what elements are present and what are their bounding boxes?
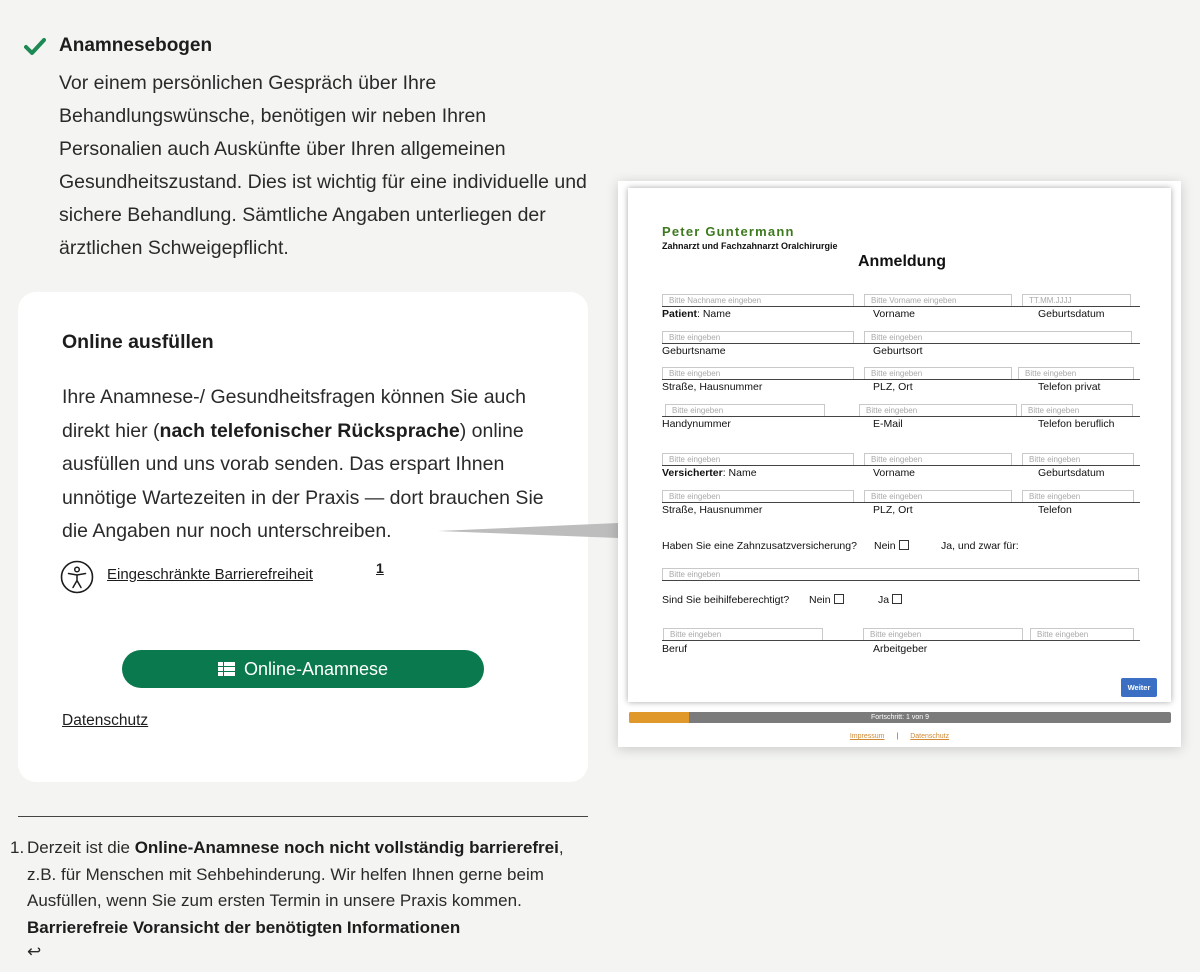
card-text-bold: nach telefonischer Rücksprache <box>159 419 460 442</box>
checkbox[interactable] <box>899 540 909 550</box>
versicherter-name-field[interactable]: Bitte eingeben <box>662 453 854 466</box>
handy-field[interactable]: Bitte eingeben <box>665 404 825 417</box>
form-heading: Anmeldung <box>858 253 946 270</box>
table-icon <box>218 662 235 676</box>
intro-text: Vor einem persönlichen Gespräch über Ihre Behandlungswünsche, benötigen wir neben Ihren Personalien auch Auskünfte über Ihren allgemeinen Gesundheitszustand. Dies ist wichtig für eine individuelle und sichere Behandlung. Sämtliche Angaben unterliegen der ärztlichen Schweigepflicht. <box>59 72 587 259</box>
accessibility-link[interactable]: Eingeschränkte Barrierefreiheit <box>107 566 313 583</box>
telefon-privat-field[interactable]: Bitte eingeben <box>1018 367 1134 380</box>
progress-bar <box>629 712 1171 723</box>
label-strasse-2: Straße, Hausnummer <box>662 504 763 516</box>
checkbox[interactable] <box>834 594 844 604</box>
footnote-ref-link[interactable]: 1 <box>376 560 384 576</box>
doctor-name: Peter Guntermann <box>662 224 795 239</box>
versicherter-telefon-field[interactable]: Bitte eingeben <box>1022 490 1134 503</box>
online-anamnese-button[interactable] <box>122 650 484 688</box>
weiter-button[interactable]: Weiter <box>1121 678 1157 697</box>
form-underline <box>662 640 1140 641</box>
card-text-part: ) online ausfüllen und uns vorab senden. Das erspart Ihnen unnötige Wartezeiten in der Praxis — dort brauchen Sie die Angaben nur noch unterschreiben. <box>62 419 544 542</box>
anamnese-form-preview <box>618 181 1181 747</box>
progress-text: Fortschritt: 1 von 9 <box>871 714 929 721</box>
label-telefon: Telefon <box>1038 504 1072 516</box>
label-handynummer: Handynummer <box>662 418 731 430</box>
online-fill-card <box>18 292 588 782</box>
accessibility-person-icon <box>60 560 94 594</box>
intro-title: Anamnesebogen <box>59 35 213 56</box>
footer-separator: | <box>896 733 899 740</box>
geburtsname-field[interactable]: Bitte eingeben <box>662 331 854 344</box>
arbeitgeber-telefon-field[interactable]: Bitte eingeben <box>1030 628 1134 641</box>
footnote-body <box>27 835 587 941</box>
beihilfe-question: Sind Sie beihilfeberechtigt? <box>662 594 790 606</box>
label-geburtsort: Geburtsort <box>873 345 923 357</box>
card-title: Online ausfüllen <box>62 331 214 353</box>
label-vorname: Vorname <box>873 308 916 320</box>
zahnzusatz-question: Haben Sie eine Zahnzusatzversicherung? <box>662 540 857 552</box>
preview-datenschutz-link[interactable]: Datenschutz <box>910 733 950 740</box>
label-versicherter-name: Versicherter: Name <box>662 467 757 479</box>
versicherter-plz-field[interactable]: Bitte eingeben <box>864 490 1012 503</box>
footnote-text: Derzeit ist die <box>27 838 135 857</box>
return-arrow-icon[interactable]: ↩ <box>27 942 42 961</box>
form-underline <box>662 465 1140 466</box>
label-geburtsdatum-2: Geburtsdatum <box>1038 467 1105 479</box>
online-anamnese-label: Online-Anamnese <box>243 658 389 679</box>
strasse-field[interactable]: Bitte eingeben <box>662 367 854 380</box>
label-plz-2: PLZ, Ort <box>873 504 913 516</box>
card-text <box>62 381 562 549</box>
impressum-link[interactable]: Impressum <box>849 733 885 740</box>
label-plz: PLZ, Ort <box>873 381 913 393</box>
label-geburtsname: Geburtsname <box>662 345 726 357</box>
email-field[interactable]: Bitte eingeben <box>859 404 1017 417</box>
label-beruf: Beruf <box>662 643 688 655</box>
zahnzusatz-nein-option[interactable]: Nein <box>874 540 909 552</box>
check-icon <box>24 37 46 57</box>
footnote-text: , z.B. für Menschen mit Sehbehinderung. Wir helfen Ihnen gerne beim Ausfüllen, wenn Sie zum ersten Termin in unsere Praxis kommen. <box>27 838 564 910</box>
plz-field[interactable]: Bitte eingeben <box>864 367 1012 380</box>
versicherter-vorname-field[interactable]: Bitte eingeben <box>864 453 1012 466</box>
beihilfe-nein-option[interactable]: Nein <box>809 594 844 606</box>
lastname-field[interactable]: Bitte Nachname eingeben <box>662 294 854 307</box>
form-underline <box>662 580 1140 581</box>
label-geburtsdatum: Geburtsdatum <box>1038 308 1105 320</box>
form-underline <box>662 343 1140 344</box>
form-paper <box>628 188 1171 702</box>
label-strasse: Straße, Hausnummer <box>662 381 763 393</box>
zahnzusatz-ja-label: Ja, und zwar für: <box>941 540 1019 552</box>
birthdate-field[interactable]: TT.MM.JJJJ <box>1022 294 1131 307</box>
footnote-number: 1. <box>10 838 25 857</box>
accessibility-row <box>60 560 460 596</box>
label-vorname-2: Vorname <box>873 467 916 479</box>
beruf-field[interactable]: Bitte eingeben <box>663 628 823 641</box>
versicherter-geburtsdatum-field[interactable]: Bitte eingeben <box>1022 453 1134 466</box>
label-email: E-Mail <box>873 418 903 430</box>
privacy-link[interactable]: Datenschutz <box>62 712 149 729</box>
form-underline <box>662 502 1140 503</box>
form-underline <box>662 416 1140 417</box>
footnote-bold: Online-Anamnese noch nicht vollständig barrierefrei <box>134 838 559 857</box>
telefon-beruflich-field[interactable]: Bitte eingeben <box>1021 404 1133 417</box>
label-arbeitgeber: Arbeitgeber <box>873 643 928 655</box>
preview-footer-links <box>618 733 1181 740</box>
footnote-divider <box>18 816 588 817</box>
checkbox[interactable] <box>892 594 902 604</box>
zahnzusatz-details-field[interactable]: Bitte eingeben <box>662 568 1139 581</box>
beihilfe-ja-option[interactable]: Ja <box>878 594 902 606</box>
firstname-field[interactable]: Bitte Vorname eingeben <box>864 294 1012 307</box>
versicherter-strasse-field[interactable]: Bitte eingeben <box>662 490 854 503</box>
label-telefon-beruflich: Telefon beruflich <box>1038 418 1115 430</box>
arbeitgeber-field[interactable]: Bitte eingeben <box>863 628 1023 641</box>
label-patient-name: Patient: Name <box>662 308 731 320</box>
geburtsort-field[interactable]: Bitte eingeben <box>864 331 1132 344</box>
card-text-part: Ihre Anamnese-/ Gesundheitsfragen können Sie auch direkt hier ( <box>62 386 526 442</box>
label-telefon-privat: Telefon privat <box>1038 381 1101 393</box>
doctor-title: Zahnarzt und Fachzahnarzt Oralchirurgie <box>662 241 838 251</box>
form-underline <box>662 306 1140 307</box>
accessible-preview-link[interactable]: Barrierefreie Voransicht der benötigten Informationen <box>27 917 461 937</box>
form-underline <box>662 379 1140 380</box>
